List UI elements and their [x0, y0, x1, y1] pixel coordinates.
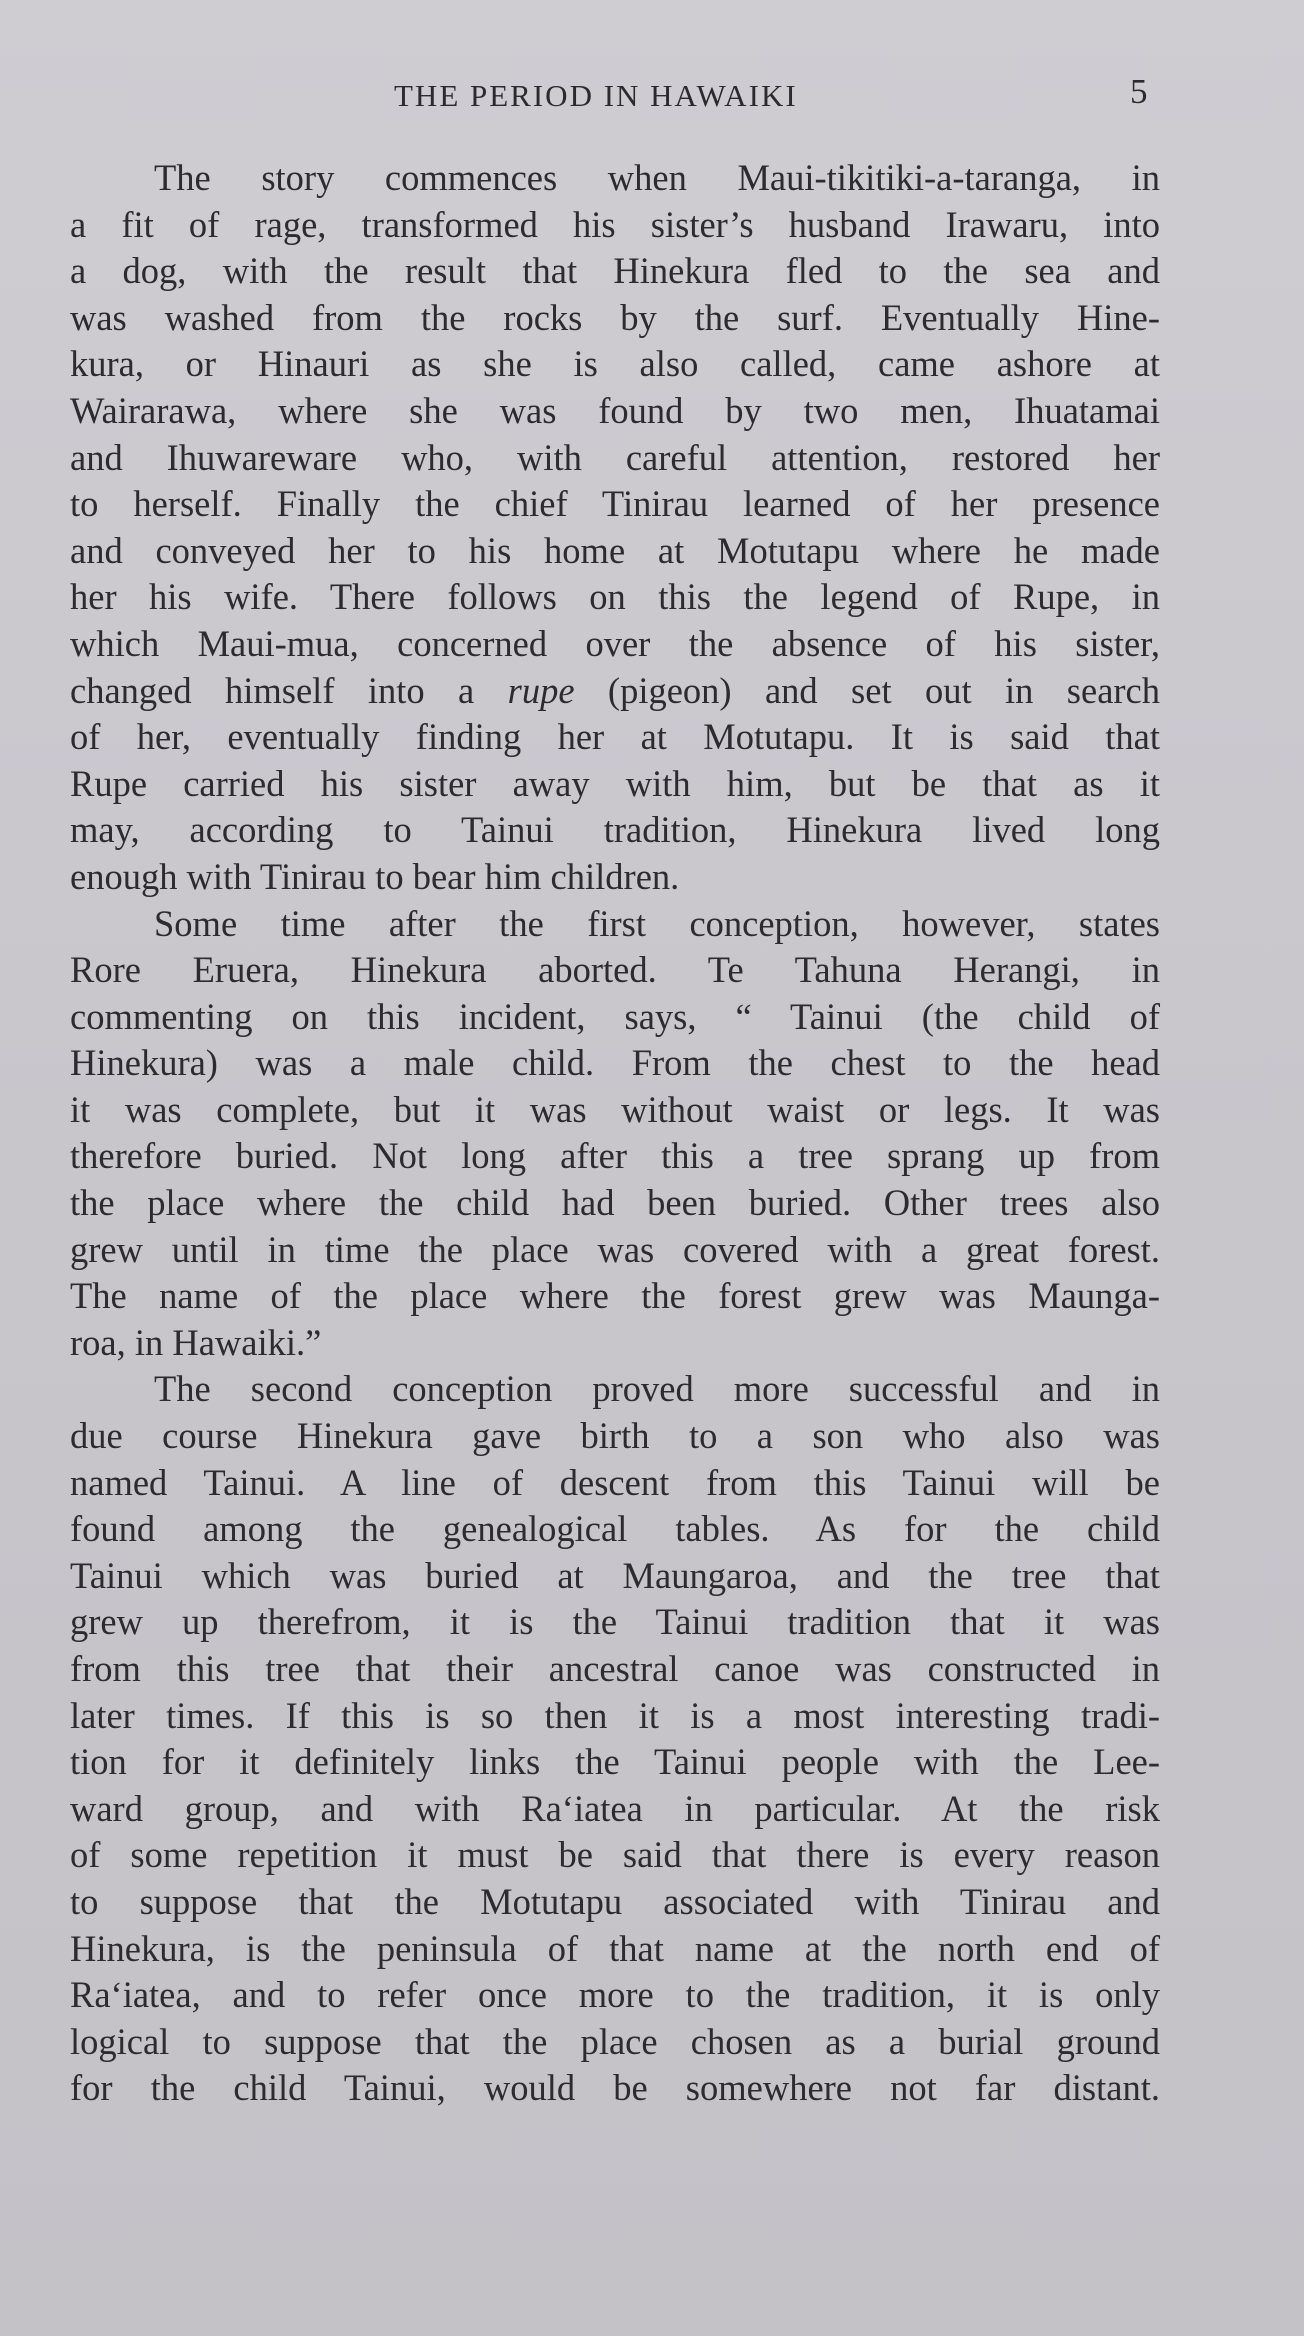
text-line: kura, or Hinauri as she is also called, came ashore at	[70, 343, 1160, 385]
running-head	[0, 72, 1304, 122]
text-line: and Ihuwareware who, with careful attention, restored her	[70, 436, 1160, 478]
text-line-with-italic	[70, 668, 1160, 715]
text-line: may, according to Tainui tradition, Hinekura lived long	[70, 809, 1160, 851]
paragraph-1	[70, 155, 1160, 901]
text-line: Rore Eruera, Hinekura aborted. Te Tahuna Herangi, in	[70, 949, 1160, 991]
chapter-title: THE PERIOD IN HAWAIKI	[394, 78, 798, 113]
text-line: The second conception proved more successful and in	[154, 1368, 1160, 1410]
text-line: logical to suppose that the place chosen as a burial ground	[70, 2020, 1160, 2062]
text-line: of her, eventually finding her at Motutapu. It is said that	[70, 716, 1160, 758]
text-line: grew up therefrom, it is the Tainui tradition that it was	[70, 1601, 1160, 1643]
page-number: 5	[1130, 72, 1148, 111]
text-line: which Maui-mua, concerned over the absence of his sister,	[70, 622, 1160, 664]
text-line: Rupe carried his sister away with him, but be that as it	[70, 762, 1160, 804]
text-line: therefore buried. Not long after this a tree sprang up from	[70, 1135, 1160, 1177]
paragraph-3	[70, 1366, 1160, 2112]
text-line: enough with Tinirau to bear him children.	[70, 855, 680, 897]
text-line: found among the genealogical tables. As for the child	[70, 1508, 1160, 1550]
text-line: to suppose that the Motutapu associated with Tinirau and	[70, 1880, 1160, 1922]
text-line: ward group, and with Ra‘iatea in particular. At the risk	[70, 1787, 1160, 1829]
text-line: Hinekura) was a male child. From the chest to the head	[70, 1042, 1160, 1084]
text-line: Ra‘iatea, and to refer once more to the tradition, it is only	[70, 1974, 1160, 2016]
body-text	[70, 155, 1160, 2112]
text-line: due course Hinekura gave birth to a son who also was	[70, 1415, 1160, 1457]
text-segment: changed himself into a	[70, 669, 508, 711]
text-segment: (pigeon) and set out in search	[574, 669, 1160, 711]
text-line: of some repetition it must be said that there is every reason	[70, 1834, 1160, 1876]
text-line: and conveyed her to his home at Motutapu where he made	[70, 529, 1160, 571]
text-line: later times. If this is so then it is a most interesting tradi-	[70, 1694, 1160, 1736]
text-line: the place where the child had been buried. Other trees also	[70, 1182, 1160, 1224]
paragraph-2	[70, 901, 1160, 1367]
text-line: commenting on this incident, says, “ Tainui (the child of	[70, 995, 1160, 1037]
text-line: grew until in time the place was covered with a great forest.	[70, 1228, 1160, 1270]
text-line: named Tainui. A line of descent from this Tainui will be	[70, 1461, 1160, 1503]
text-line: Hinekura, is the peninsula of that name at the north end of	[70, 1927, 1160, 1969]
text-line: a fit of rage, transformed his sister’s husband Irawaru, into	[70, 203, 1160, 245]
text-line: for the child Tainui, would be somewhere not far distant.	[70, 2067, 1160, 2109]
text-line: was washed from the rocks by the surf. Eventually Hine-	[70, 296, 1160, 338]
text-line: a dog, with the result that Hinekura fled to the sea and	[70, 250, 1160, 292]
text-line: Wairarawa, where she was found by two men, Ihuatamai	[70, 389, 1160, 431]
italic-word: rupe	[507, 669, 575, 711]
text-line: Tainui which was buried at Maungaroa, and the tree that	[70, 1554, 1160, 1596]
text-line: Some time after the first conception, however, states	[154, 902, 1160, 944]
text-line: roa, in Hawaiki.”	[70, 1321, 322, 1363]
text-line: to herself. Finally the chief Tinirau learned of her presence	[70, 483, 1160, 525]
text-line: it was complete, but it was without waist or legs. It was	[70, 1088, 1160, 1130]
text-line: from this tree that their ancestral canoe was constructed in	[70, 1648, 1160, 1689]
text-line: The story commences when Maui-tikitiki-a-taranga, in	[154, 157, 1160, 198]
text-line: The name of the place where the forest grew was Maunga-	[70, 1275, 1160, 1317]
text-line: tion for it definitely links the Tainui people with the Lee-	[70, 1741, 1160, 1783]
text-line: her his wife. There follows on this the legend of Rupe, in	[70, 576, 1160, 618]
